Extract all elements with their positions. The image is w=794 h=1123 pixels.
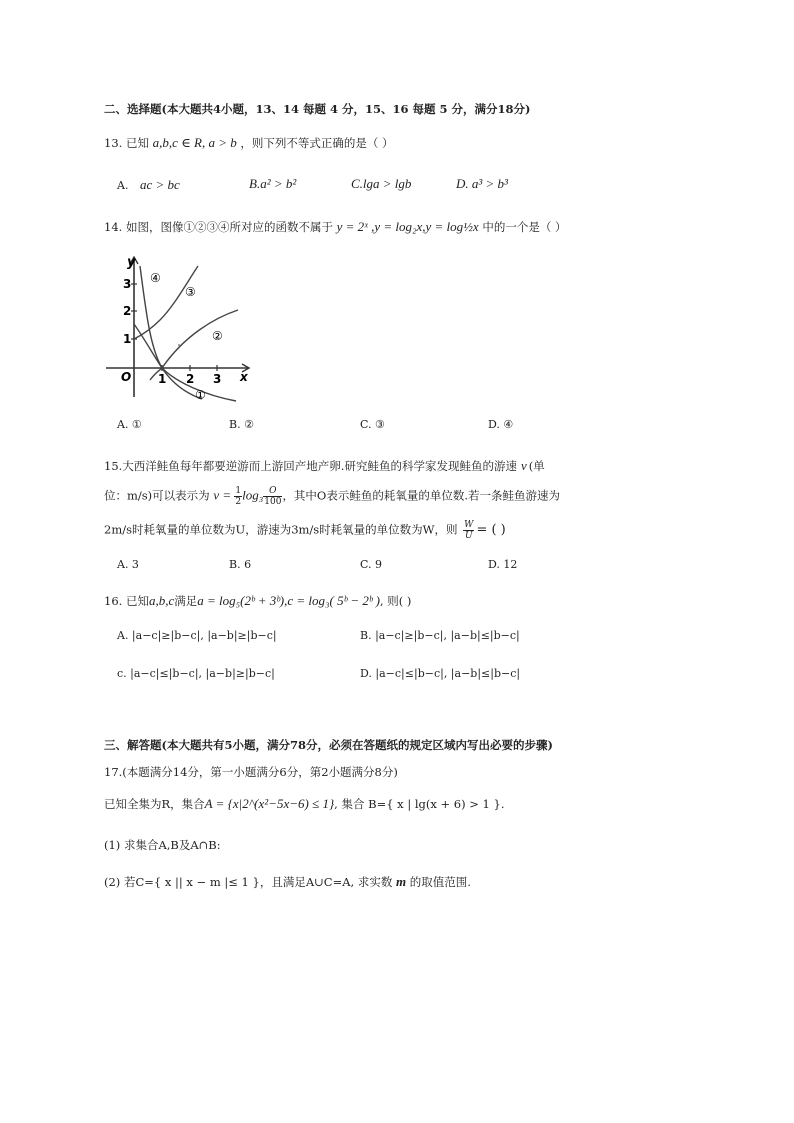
question-text: 位：m/s)可以表示为 [104,488,210,503]
question-number: 16. [104,594,123,608]
question-text: 已知 [125,136,149,150]
curve-label-1: ① [195,388,206,402]
question-17-given [104,796,505,812]
x-tick-label: 1 [158,372,167,386]
math-variable: a,b,c [148,593,175,608]
option-text: ac > bc [139,177,180,192]
question-text: (单 [528,459,545,473]
option-d: D. 12 [488,558,518,571]
question-16-stem [104,593,411,609]
math-expression: a = log₅(2ᵇ + 3ᵇ),c = log₃( 5ᵇ − 2ᵇ ) [197,593,380,608]
option-d: D. ④ [488,418,514,431]
fraction: $\frac{W}{U}$ [464,520,474,541]
fraction: $\frac{O}{100}$ [264,486,282,507]
x-tick-label: 2 [186,372,195,386]
question-text: , 集合 B={ x | lg(x + 6) > 1 }. [334,797,505,811]
question-text: 如图，图像①②③④所对应的函数不属于 [125,220,333,234]
question-13-stem [104,135,394,151]
curve-label-3: ③ [185,285,196,299]
option-a: A. 3 [117,558,139,571]
option-c: C. ③ [360,418,385,431]
curve-3 [134,266,198,339]
math-expression: v = [213,487,235,503]
math-expression: log₃ [242,487,264,503]
option-b: B. |a−c|≥|b−c|, |a−b|≤|b−c| [360,629,520,642]
question-number: 14. [104,220,123,234]
math-variable: v [520,458,527,473]
question-14-stem [104,219,567,235]
y-tick-label: 3 [123,277,132,291]
question-text: 已知 [125,594,149,608]
option-a: A. |a−c|≥|b−c|, |a−b|≥|b−c| [117,629,277,642]
math-variable: m [396,874,407,889]
function-graph [104,252,254,404]
math-expression: A = {x|2^(x²−5x−6) ≤ 1} [204,796,335,811]
y-tick-label: 2 [123,304,132,318]
option-b: B.a² > b² [249,176,297,191]
question-17-part2 [104,874,471,890]
x-tick-label: 3 [213,372,222,386]
curve-label-4: ④ [150,271,161,285]
math-expression: a,b,c ∈ R, a > b [152,135,237,150]
question-text: , 则( ) [379,594,412,608]
question-text: 2m/s时耗氧量的单位数为U，游速为3m/s时耗氧量的单位数为W，则 [104,522,458,537]
question-text: (2) 若C={ x || x − m |≤ 1 }，且满足A∪C=A, 求实数 [104,875,393,889]
option-b: B. ② [229,418,254,431]
answer-blank: = ( ) [476,522,506,538]
option-label: A. [117,179,129,192]
option-c: C. 9 [360,558,383,571]
option-d: D. |a−c|≤|b−c|, |a−b|≤|b−c| [360,667,521,680]
fraction: $\frac{1}{2}$ [235,486,242,507]
curve-label-2: ② [212,329,223,343]
question-text: 中的一个是（ ） [482,220,567,234]
question-text: ，其中O表示鲑鱼的耗氧量的单位数.若一条鲑鱼游速为 [282,488,561,503]
option-a: A. ① [117,418,142,431]
option-c: c. |a−c|≤|b−c|, |a−b|≥|b−c| [117,667,275,680]
question-17-header: 17.(本题满分14分，第一小题满分6分，第2小题满分8分) [104,765,398,779]
y-axis-label: y [127,255,136,270]
section-title: 三、解答题(本大题共有5小题，满分78分，必须在答题纸的规定区域内写出必要的步骤) [104,738,553,752]
question-17-part1: (1) 求集合A,B及A∩B: [104,838,221,852]
x-axis-label: x [240,370,248,384]
option-b: B. 6 [229,558,252,571]
question-text: 已知全集为R，集合 [104,797,205,811]
section-title: 二、选择题(本大题共4小题，13、14 每题 4 分，15、16 每题 5 分，满分18分) [104,102,531,116]
option-d: D. a³ > b³ [456,176,508,191]
option-c: C.lga > lgb [351,176,412,191]
origin-label: O [121,370,132,384]
question-15-line3 [104,520,506,541]
question-number: 13. [104,136,123,150]
question-15-line1 [104,458,545,474]
question-text: 的取值范围. [409,875,471,889]
question-text: 15.大西洋鲑鱼每年都要逆游而上游回产地产卵.研究鲑鱼的科学家发现鲑鱼的游速 [104,459,517,473]
question-text: ，则下列不等式正确的是（ ） [240,136,394,150]
question-15-line2 [104,486,560,507]
option-a [117,177,180,193]
y-tick-label: 1 [123,332,132,346]
question-text: 满足 [174,594,198,608]
math-expression: y = 2ˣ ,y = log₂x,y = log½x [336,219,479,234]
